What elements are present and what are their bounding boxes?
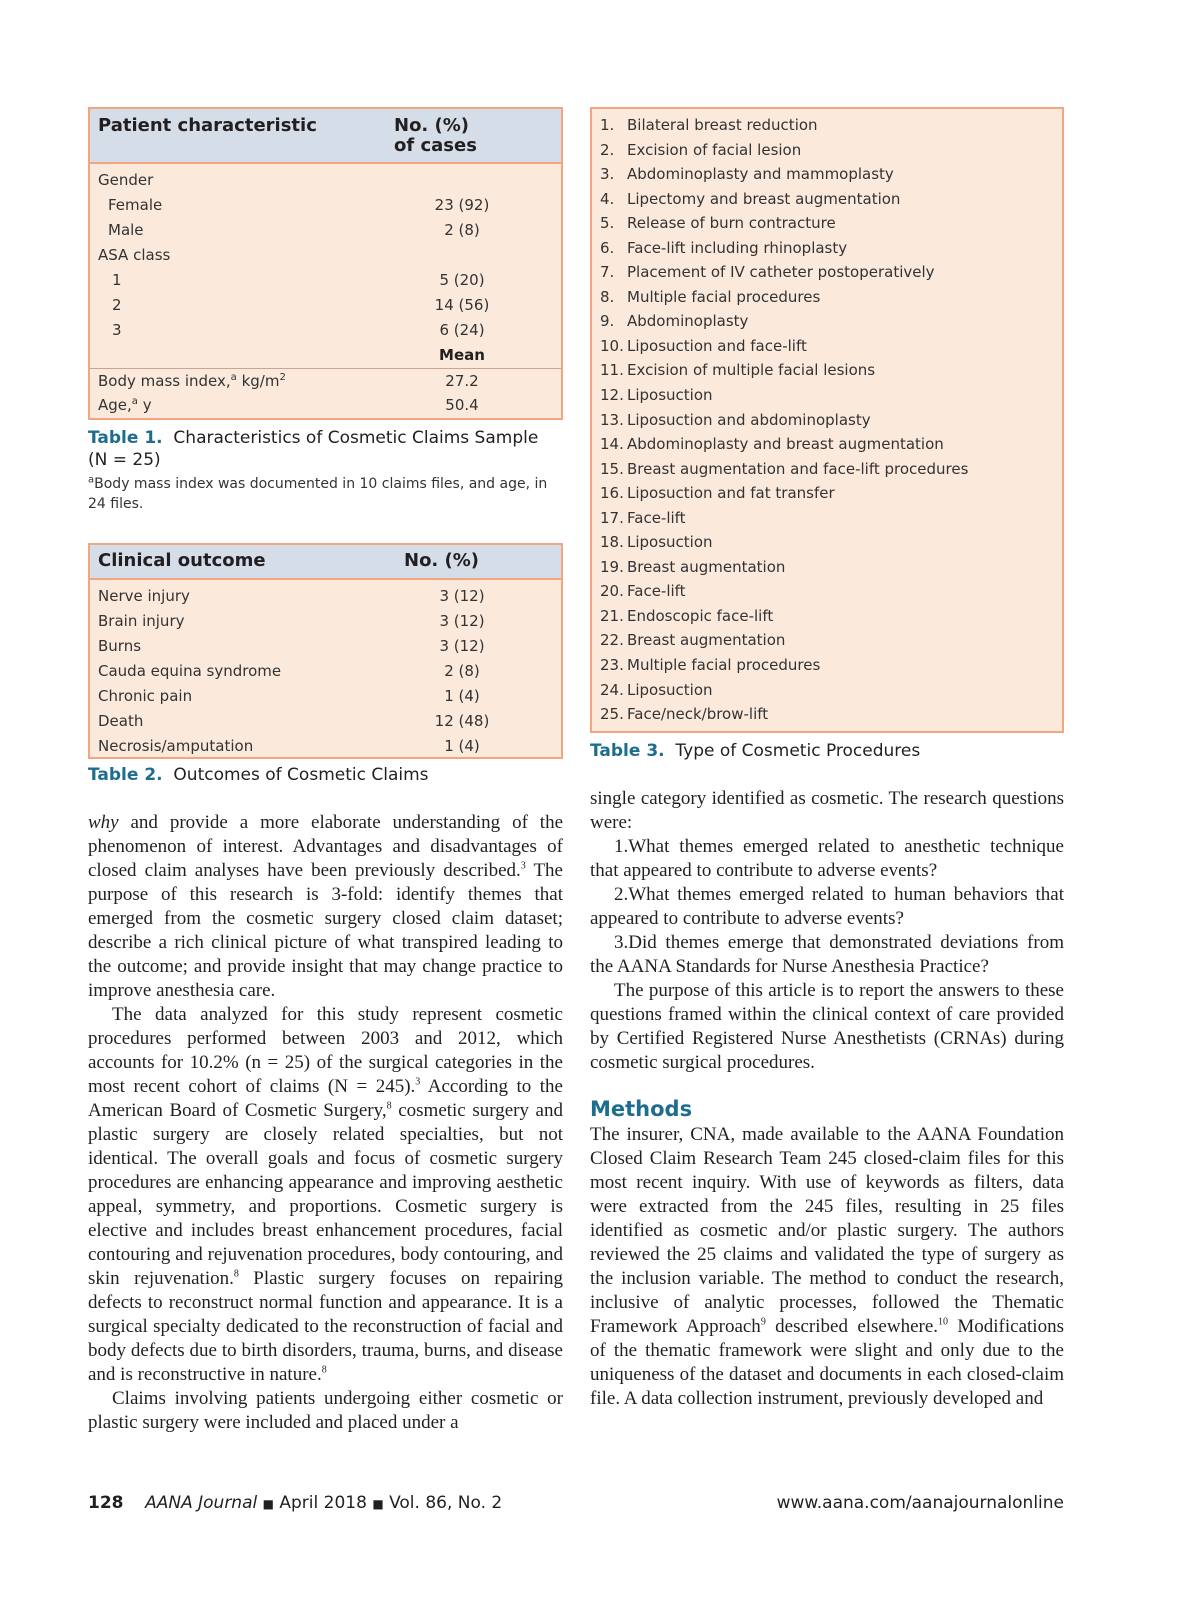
- table-1-header-col1: Patient characteristic: [98, 115, 317, 136]
- table-row: 2 14 (56): [112, 296, 490, 315]
- journal-url[interactable]: www.aana.com/aanajournalonline: [776, 1493, 1064, 1513]
- table-2-caption: Table 2. Outcomes of Cosmetic Claims: [88, 765, 429, 785]
- table-1-header: [90, 109, 561, 164]
- paragraph: The insurer, CNA, made available to the AANA Foundation Closed Claim Research Team 245 closed-claim files for this most recent inquiry. With use of keywords as filters, data were extracted from the 245 files, resulting in 25 files identified as cosmetic and/or plastic surgery. The authors reviewed the 25 claims and validated the type of surgery as the inclusion variable. The method to conduct the research, inclusive of analytic processes, followed the Thematic Framework Approach$^9$ described elsewhere.$^{10}$ Modifications of the thematic framework were slight and only due to the uniqueness of the dataset and documents in each closed-claim file. A data collection instrument, previously developed and: [590, 1124, 1064, 1409]
- table-row: Necrosis/amputation 1 (4): [98, 737, 480, 756]
- table-2-header: [90, 545, 561, 580]
- table-2-header-col2: No. (%): [404, 550, 480, 571]
- list-item: 13. Liposuction and abdominoplasty: [600, 410, 871, 429]
- list-item: 7. Placement of IV catheter postoperatively: [600, 263, 935, 282]
- list-item: 4. Lipectomy and breast augmentation: [600, 189, 901, 208]
- page-number: 128: [88, 1493, 124, 1513]
- table-row: Body mass index,$^a$ $kg/m^2$ 27.2: [90, 368, 561, 393]
- research-question-1: 1.What themes emerged related to anesthetic technique that appeared to contribute to adverse events?: [590, 836, 1064, 881]
- table-row: [90, 343, 561, 368]
- list-item: 9. Abdominoplasty: [600, 312, 749, 331]
- table-row: Chronic pain 1 (4): [98, 686, 480, 705]
- table-2-header-col1: Clinical outcome: [98, 550, 266, 571]
- table-3-caption: Table 3. Type of Cosmetic Procedures: [590, 741, 921, 761]
- table-row: Age,$^a$ y 50.4: [98, 396, 479, 415]
- paragraph: The data analyzed for this study represent cosmetic procedures performed between 2003 and 2012, which accounts for 10.2% (n = 25) of the surgical categories in the most recent cohort of claims (N = 245).$^3$ According to the American Board of Cosmetic Surgery,$^8$ cosmetic surgery and plastic surgery are closely related specialties, but not identical. The overall goals and focus of cosmetic surgery procedures are enhancing appearance and improving aesthetic appeal, symmetry, and proportions. Cosmetic surgery is elective and includes breast enhancement procedures, facial contouring and rejuvenation procedures, body contouring, and skin rejuvenation.$^8$ Plastic surgery focuses on repairing defects to reconstruct normal function and appearance. It is a surgical specialty dedicated to the reconstruction of facial and body defects due to birth disorders, trauma, burns, and disease and is reconstructive in nature.$^8$: [88, 1004, 563, 1385]
- table-row: Gender: [98, 170, 154, 189]
- list-item: 5. Release of burn contracture: [600, 214, 836, 233]
- table-row: Nerve injury 3 (12): [98, 586, 485, 605]
- list-item: 23. Multiple facial procedures: [600, 656, 821, 675]
- journal-name: AANA Journal: [145, 1493, 258, 1513]
- paragraph: The purpose of this article is to report the answers to these questions framed within the clinical context of care provided by Certified Registered Nurse Anesthetists (CRNAs) during cosmetic surgical procedures.: [590, 980, 1064, 1073]
- list-item: 22. Breast augmentation: [600, 631, 786, 650]
- research-question-3: 3.Did themes emerge that demonstrated deviations from the AANA Standards for Nurse Anesthesia Practice?: [590, 932, 1064, 977]
- list-item: 17. Face-lift: [600, 508, 686, 527]
- table-1-header-col2: No. (%) of cases: [394, 115, 477, 156]
- section-heading-methods: Methods: [590, 1097, 693, 1121]
- right-body-column-top: [590, 787, 1064, 1075]
- left-body-column: [88, 811, 563, 1435]
- page-footer-left: [88, 1493, 502, 1513]
- paragraph: Claims involving patients undergoing either cosmetic or plastic surgery were included and placed under a: [88, 1388, 563, 1433]
- list-item: 19. Breast augmentation: [600, 557, 786, 576]
- table-3: [590, 107, 1064, 733]
- list-item: 10. Liposuction and face-lift: [600, 336, 807, 355]
- research-question-2: 2.What themes emerged related to human behaviors that appeared to contribute to adverse events?: [590, 884, 1064, 929]
- volume: Vol. 86, No. 2: [389, 1493, 503, 1513]
- list-item: 2. Excision of facial lesion: [600, 140, 802, 159]
- table-2: [88, 543, 563, 759]
- list-item: 14. Abdominoplasty and breast augmentation: [600, 435, 944, 454]
- list-item: 12. Liposuction: [600, 386, 713, 405]
- table-3-list: [592, 109, 1062, 729]
- table-1-footnote: $^a$Body mass index was documented in 10 claims files, and age, in 24 files.: [88, 474, 548, 512]
- list-item: 1. Bilateral breast reduction: [600, 116, 818, 134]
- list-item: 15. Breast augmentation and face-lift procedures: [600, 459, 969, 478]
- separator-square: ■: [372, 1497, 384, 1511]
- list-item: 6. Face-lift including rhinoplasty: [600, 238, 848, 257]
- separator-square: ■: [262, 1497, 274, 1511]
- paragraph: why and provide a more elaborate understanding of the phenomenon of interest. Advantages and disadvantages of closed claim analyses have been previously described.$^3$ The purpose of this research is 3-fold: identify themes that emerged from the cosmetic surgery closed claim dataset; describe a rich clinical picture of what transpired leading to the outcome; and provide insight that may change practice to improve anesthesia care.: [88, 812, 563, 1001]
- table-row: Male 2 (8): [108, 220, 480, 239]
- table-row: Female 23 (92): [108, 195, 490, 214]
- list-item: 20. Face-lift: [600, 582, 686, 601]
- table-row: Cauda equina syndrome 2 (8): [98, 661, 480, 680]
- list-item: 18. Liposuction: [600, 533, 713, 552]
- table-row: 3 6 (24): [112, 321, 485, 340]
- right-body-column-methods: [590, 1123, 1064, 1411]
- table-row: ASA class: [98, 245, 171, 264]
- issue-date: April 2018: [279, 1493, 367, 1513]
- list-item: 24. Liposuction: [600, 680, 713, 699]
- mean-header: Mean: [439, 346, 485, 365]
- table-1-caption: Table 1. Characteristics of Cosmetic Claims Sample (N = 25): [88, 428, 539, 470]
- list-item: 16. Liposuction and fat transfer: [600, 484, 835, 503]
- paragraph: single category identified as cosmetic. The research questions were:: [590, 788, 1064, 833]
- table-row: 1 5 (20): [112, 270, 485, 289]
- list-item: 25. Face/neck/brow-lift: [600, 705, 769, 724]
- table-1: [88, 107, 563, 420]
- list-item: 3. Abdominoplasty and mammoplasty: [600, 165, 894, 184]
- table-row: Death 12 (48): [98, 712, 490, 731]
- table-row: Brain injury 3 (12): [98, 611, 485, 630]
- list-item: 21. Endoscopic face-lift: [600, 606, 774, 625]
- list-item: 8. Multiple facial procedures: [600, 287, 821, 306]
- list-item: 11. Excision of multiple facial lesions: [600, 361, 876, 380]
- table-row: Burns 3 (12): [98, 636, 485, 655]
